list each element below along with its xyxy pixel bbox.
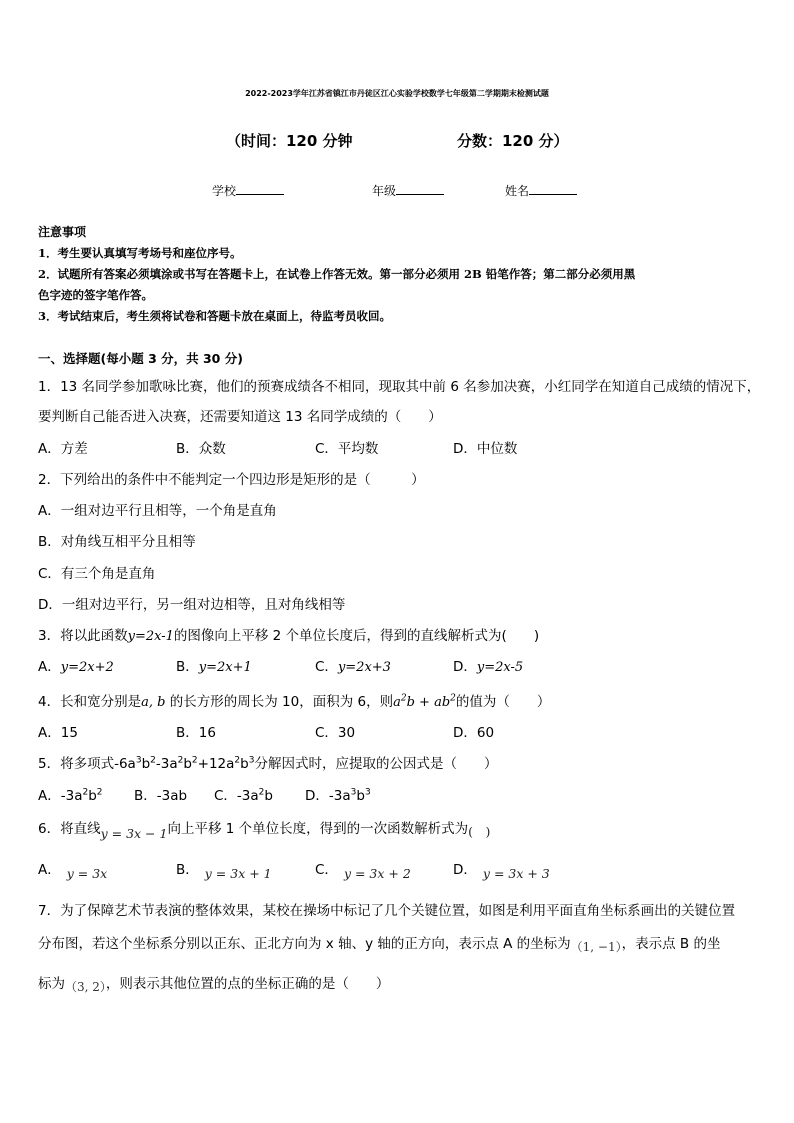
q2-option-b[interactable]: B．对角线互相平分且相等 (38, 534, 196, 550)
q3-option-a[interactable] (38, 655, 114, 675)
q7-point-a-coord: （1, −1） (570, 940, 622, 954)
q3-stem (38, 624, 539, 644)
q6-option-d-label: D． (453, 862, 477, 878)
q5-option-b-text: B．-3ab (134, 788, 188, 804)
note-item: 3．考试结束后，考生须将试卷和答题卡放在桌面上，待监考员收回。 (38, 309, 391, 323)
q4-stem-variables: a, b (141, 695, 166, 710)
note-item: 1．考生要认真填写考场号和座位序号。 (38, 246, 242, 260)
q5-term3-a: +12a (197, 756, 235, 772)
q4-stem-mid: 的长方形的周长为 10，面积为 6，则 (169, 694, 394, 710)
q3-option-c[interactable] (315, 655, 391, 675)
q3-option-b-label: B． (176, 659, 199, 675)
q5-stem-pre: 5．将多项式-6a (38, 756, 136, 772)
q3-option-b[interactable] (176, 655, 252, 675)
school-blank[interactable] (236, 182, 284, 195)
q4-stem-pre: 4．长和宽分别是 (38, 694, 142, 710)
q3-option-d[interactable] (453, 655, 523, 675)
q6-option-d[interactable] (453, 858, 550, 881)
q7-point-b-coord: （3, 2） (65, 980, 106, 994)
q6-option-b-label: B． (176, 862, 199, 878)
q4-expr-a: a (393, 695, 401, 710)
q7-line3-pre: 标为 (38, 976, 65, 992)
section-heading: 一、选择题(每小题 3 分，共 30 分) (38, 351, 243, 366)
q6-option-b-formula: y = 3x + 1 (204, 866, 272, 881)
q6-option-b[interactable] (176, 858, 272, 881)
grade-label: 年级 (372, 184, 397, 198)
time-limit: （时间：120 分钟 (226, 132, 353, 150)
q2-option-a[interactable]: A．一组对边平行且相等，一个角是直角 (38, 503, 277, 519)
q2-option-c[interactable]: C．有三个角是直角 (38, 566, 156, 582)
notes-title: 注意事项 (38, 225, 87, 239)
school-field[interactable] (212, 182, 284, 199)
q7-line2-pre: 分布图，若这个坐标系分别以正东、正北方向为 x 轴、y 轴的正方向，表示点 A 的坐标为 (38, 936, 571, 952)
q6-option-a[interactable] (38, 858, 108, 881)
q1-option-a[interactable]: A．方差 (38, 441, 88, 457)
q6-stem-formula: y = 3x − 1 (100, 826, 168, 841)
q2-option-d[interactable]: D．一组对边平行，另一组对边相等，且对角线相等 (38, 597, 346, 613)
q1-stem-line1: 1．13 名同学参加歌咏比赛，他们的预赛成绩各不相同，现取其中前 6 名参加决赛，小红同学在知道自己成绩的情况下， (38, 379, 761, 395)
q7-stem-line1: 7．为了保障艺术节表演的整体效果，某校在操场中标记了几个关键位置，如图是利用平面直角坐标系画出的关键位置 (38, 903, 736, 919)
q5-option-b[interactable] (134, 784, 187, 804)
q5-option-d-text: D．-3a (305, 788, 351, 804)
q5-option-a-text: A．-3a (38, 788, 83, 804)
q1-stem-line2: 要判断自己能否进入决赛，还需要知道这 13 名同学成绩的（ ） (38, 409, 442, 425)
q4-stem (38, 690, 550, 710)
q3-stem-post: 的图像向上平移 2 个单位长度后，得到的直线解析式为( ) (173, 628, 540, 644)
q5-option-d-b: b (356, 788, 365, 804)
q4-stem-expression: $a^2b + ab^2$ (393, 693, 456, 710)
q6-option-d-formula: y = 3x + 3 (482, 866, 550, 881)
q5-term2-a: -3a (155, 756, 178, 772)
q4-stem-post: 的值为（ ） (455, 694, 551, 710)
grade-field[interactable] (372, 182, 444, 199)
q5-term3-b: b (240, 756, 249, 772)
q5-term1-b: b (141, 756, 151, 772)
q7-stem-line3 (38, 972, 389, 992)
q5-option-a[interactable]: A．$-3a^2b^2$ (38, 787, 103, 804)
q6-stem (38, 817, 491, 841)
q3-option-a-label: A． (38, 659, 61, 675)
q5-option-c-text: C．-3a (214, 788, 259, 804)
q4-option-b[interactable]: B．16 (176, 725, 216, 741)
q6-option-a-label: A． (38, 862, 61, 878)
name-blank[interactable] (529, 182, 577, 195)
school-label: 学校 (212, 184, 237, 198)
q3-option-d-label: D． (453, 659, 477, 675)
q4-option-c[interactable]: C．30 (315, 725, 356, 741)
q5-stem-post: 分解因式时，应提取的公因式是（ ） (254, 756, 498, 772)
q5-option-d[interactable]: D．$-3a^3b^3$ (305, 787, 371, 804)
q7-line3-post: ，则表示其他位置的点的坐标正确的是（ ） (105, 976, 390, 992)
q7-stem-line2 (38, 932, 721, 952)
q7-line2-post: ，表示点 B 的坐 (621, 936, 721, 952)
page-title: 2022-2023学年江苏省镇江市丹徒区江心实验学校数学七年级第二学期期末检测试题 (245, 89, 549, 98)
q5-option-a-b: b (88, 788, 97, 804)
q3-option-b-formula: y=2x+1 (198, 660, 252, 675)
note-item: 色字迹的签字笔作答。 (38, 288, 153, 302)
q6-option-c[interactable] (315, 858, 411, 881)
grade-blank[interactable] (396, 182, 444, 195)
q4-expr-b: b + ab (406, 695, 451, 710)
q6-option-c-label: C． (315, 862, 338, 878)
q6-option-a-formula: y = 3x (66, 866, 108, 881)
q2-stem: 2．下列给出的条件中不能判定一个四边形是矩形的是（ ） (38, 472, 425, 488)
q4-option-d[interactable]: D．60 (453, 725, 495, 741)
q6-stem-post: 向上平移 1 个单位长度，得到的一次函数解析式为 (167, 821, 469, 837)
q5-option-c[interactable]: C．$-3a^2b$ (214, 787, 273, 804)
q6-option-c-formula: y = 3x + 2 (343, 866, 411, 881)
q6-stem-paren: ( ) (468, 824, 491, 839)
q3-option-d-formula: y=2x-5 (476, 660, 524, 675)
total-score: 分数：120 分） (457, 132, 569, 150)
q3-stem-pre: 3．将以此函数 (38, 628, 128, 644)
q3-option-a-formula: y=2x+2 (60, 660, 114, 675)
q1-option-d[interactable]: D．中位数 (453, 441, 518, 457)
q6-stem-pre: 6．将直线 (38, 821, 101, 837)
name-label: 姓名 (505, 184, 530, 198)
q1-option-b[interactable]: B．众数 (176, 441, 226, 457)
note-item: 2．试题所有答案必须填涂或书写在答题卡上，在试卷上作答无效。第一部分必须用 2B 铅笔作答；第二部分必须用黑 (38, 267, 636, 281)
q5-stem: 5．将多项式$-6a^3b^2-3a^2b^2+12a^2b^3$分解因式时，应提取的公因式是（ ） (38, 755, 498, 772)
q3-option-c-label: C． (315, 659, 338, 675)
q5-term2-b: b (183, 756, 192, 772)
q4-option-a[interactable]: A．15 (38, 725, 78, 741)
q5-option-c-b: b (264, 788, 273, 804)
q3-stem-formula: y=2x-1 (127, 629, 174, 644)
q3-option-c-formula: y=2x+3 (337, 660, 391, 675)
q1-option-c[interactable]: C．平均数 (315, 441, 379, 457)
name-field[interactable] (505, 182, 577, 199)
